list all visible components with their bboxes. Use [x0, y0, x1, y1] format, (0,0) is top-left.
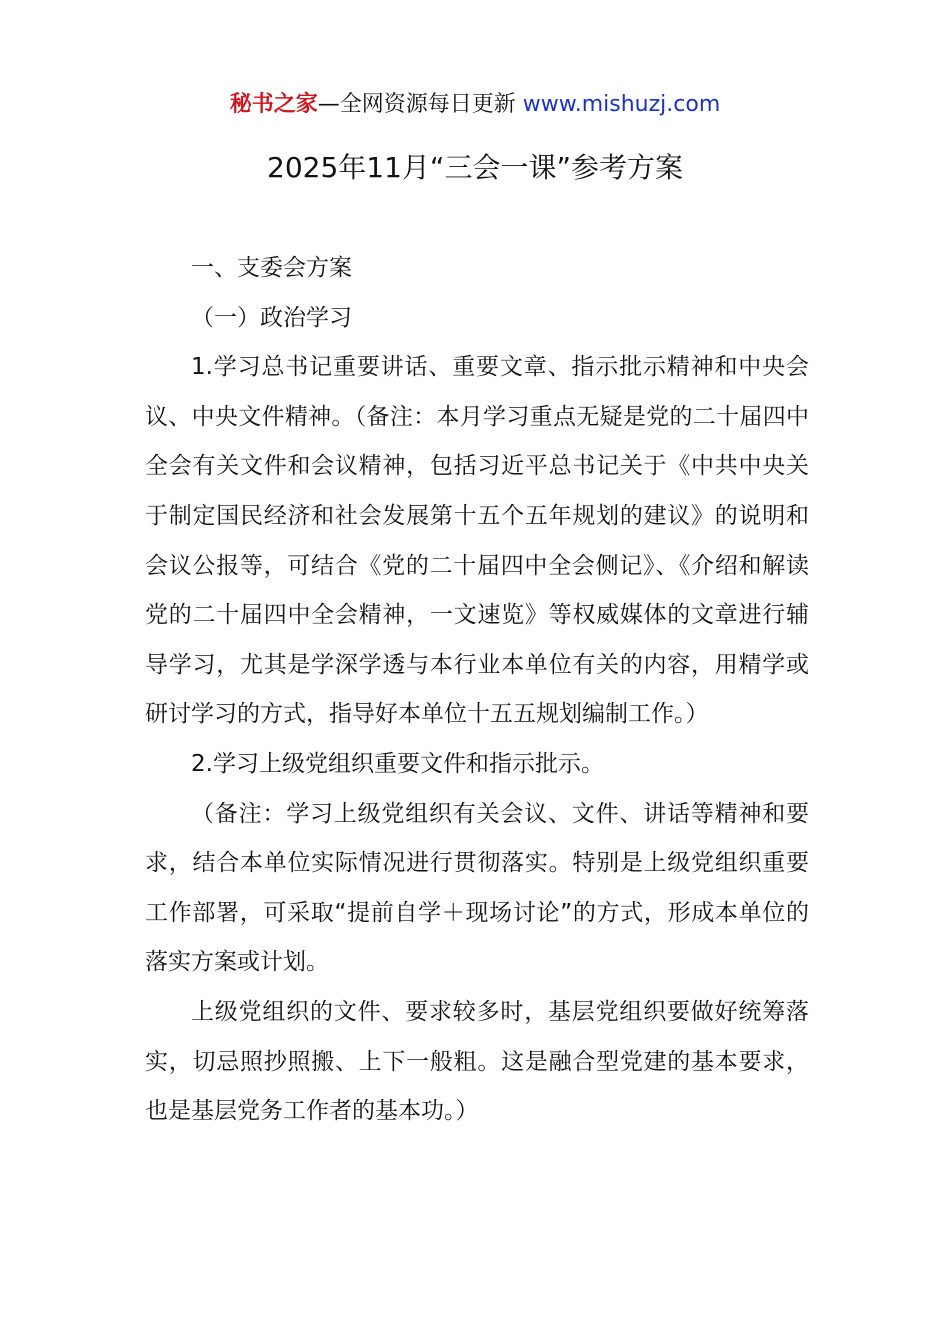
subsection-heading: （一）政治学习 — [191, 304, 352, 331]
section-heading: 一、支委会方案 — [191, 255, 352, 281]
body-paragraph: 1.学习总书记重要讲话、重要文章、指示批示精神和中央会议、中央文件精神。（备注：本月学习重点无疑是党的二十届四中全会有关文件和会议精神，包括习近平总书记关于《中共中央关于制定国民经济和社会发展第十五个五年规划的建议》的说明和会议公报等，可结合《党的二十届四中全会侧记》、《介绍和解读党的二十届四中全会精神，一文速览》等权威媒体的文章进行辅导学习，尤其是学深学透与本行业本单位有关的内容，用精学或研讨学习的方式，指导好本单位十五五规划编制工作。） — [145, 354, 809, 728]
body-paragraph: （备注：学习上级党组织有关会议、文件、讲话等精神和要求，结合本单位实际情况进行贯彻落实。特别是上级党组织重要工作部署，可采取“提前自学＋现场讨论”的方式，形成本单位的落实方案或计划。 — [145, 800, 809, 976]
document-body — [145, 244, 809, 1137]
body-paragraph: 2.学习上级党组织重要文件和指示批示。 — [191, 750, 604, 777]
body-paragraph: 上级党组织的文件、要求较多时，基层党组织要做好统筹落实，切忌照抄照搬、上下一般粗。这是融合型党建的基本要求，也是基层党务工作者的基本功。） — [145, 998, 809, 1125]
site-brand: 秘书之家 — [229, 92, 318, 117]
site-slogan: —全网资源每日更新 — [317, 92, 516, 117]
site-url-link[interactable]: www.mishuzj.com — [522, 92, 721, 117]
site-header — [0, 88, 950, 122]
document-title: 2025年11月“三会一课”参考方案 — [267, 151, 683, 184]
